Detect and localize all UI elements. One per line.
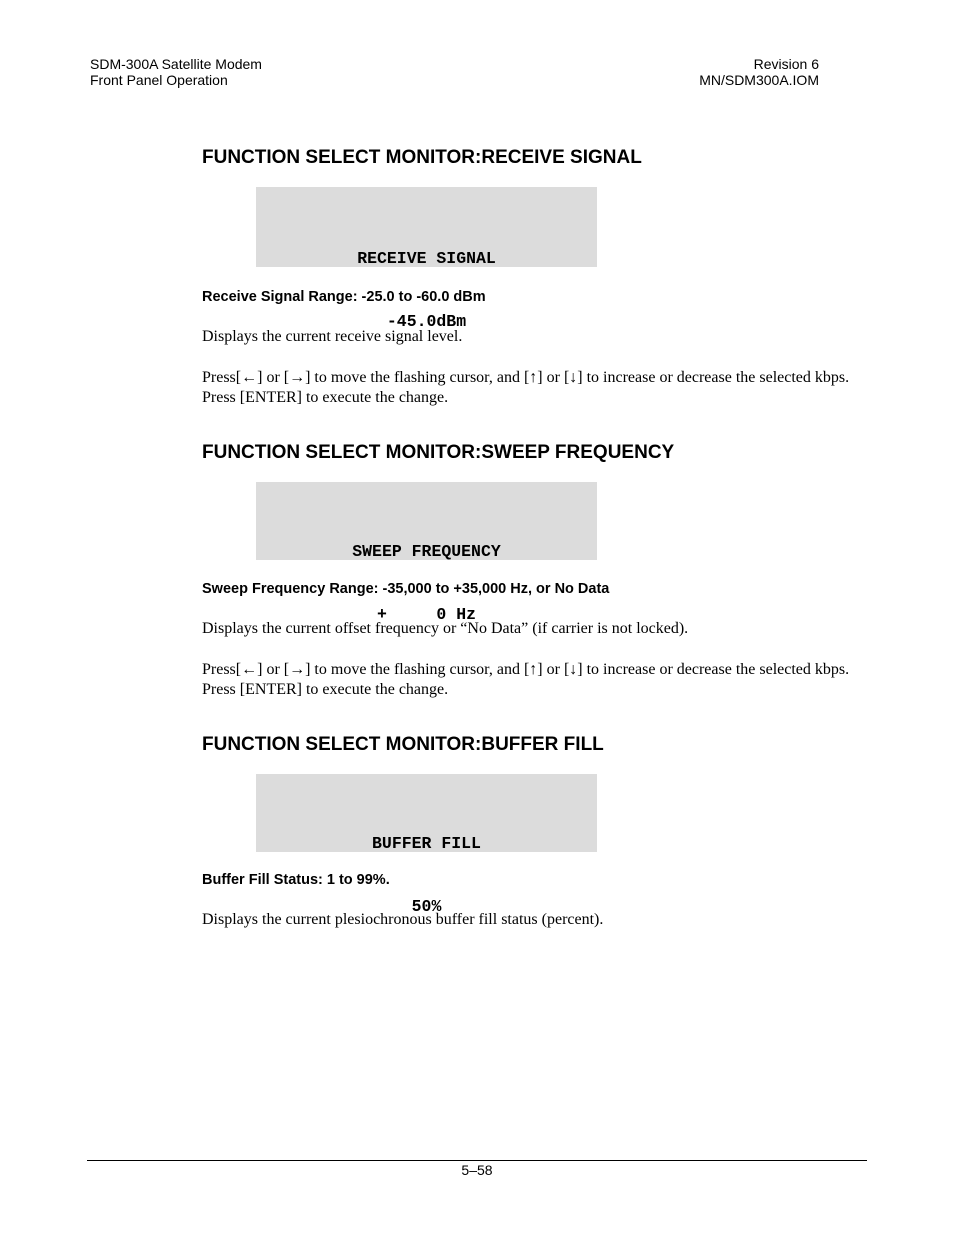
header-chapter-title: Front Panel Operation: [90, 72, 228, 88]
section-receive-signal: [202, 147, 882, 406]
display-line-1: SWEEP FREQUENCY: [352, 542, 501, 561]
section-buffer-fill: [202, 734, 882, 928]
section-sweep-frequency: [202, 442, 882, 698]
description-paragraph: Displays the current offset frequency or “No Data” (if carrier is not locked).: [202, 620, 689, 637]
section-heading: FUNCTION SELECT MONITOR:SWEEP FREQUENCY: [202, 442, 675, 463]
display-line-2: + 0 Hz: [376, 605, 477, 624]
display-line-2: 50%: [411, 897, 442, 916]
header-document-title: SDM-300A Satellite Modem: [90, 56, 262, 72]
range-note: Receive Signal Range: -25.0 to -60.0 dBm: [202, 289, 486, 305]
section-heading: FUNCTION SELECT MONITOR:BUFFER FILL: [202, 734, 604, 755]
display-line-1: BUFFER FILL: [372, 834, 481, 853]
instruction-paragraph: Press[←] or [→] to move the flashing cursor, and [↑] or [↓] to increase or decrease the selected kbps. Press [ENTER] to execute the change.: [202, 369, 850, 406]
display-line-1: RECEIVE SIGNAL: [357, 249, 496, 268]
range-note: Buffer Fill Status: 1 to 99%.: [202, 872, 390, 888]
display-line-2: -45.0dBm: [386, 312, 467, 331]
header-document-number: MN/SDM300A.IOM: [699, 72, 819, 88]
page-header-left: [90, 56, 262, 88]
description-paragraph: Displays the current plesiochronous buffer fill status (percent).: [202, 911, 604, 928]
description-paragraph: Displays the current receive signal level.: [202, 328, 463, 345]
section-heading: FUNCTION SELECT MONITOR:RECEIVE SIGNAL: [202, 147, 642, 168]
instruction-paragraph: Press[←] or [→] to move the flashing cursor, and [↑] or [↓] to increase or decrease the selected kbps. Press [ENTER] to execute the change.: [202, 661, 850, 698]
header-revision: Revision 6: [753, 56, 819, 72]
page-header-right: [699, 56, 819, 88]
range-note: Sweep Frequency Range: -35,000 to +35,000 Hz, or No Data: [202, 581, 610, 597]
page-number: 5–58: [461, 1162, 493, 1178]
footer-rule: [87, 1160, 867, 1161]
